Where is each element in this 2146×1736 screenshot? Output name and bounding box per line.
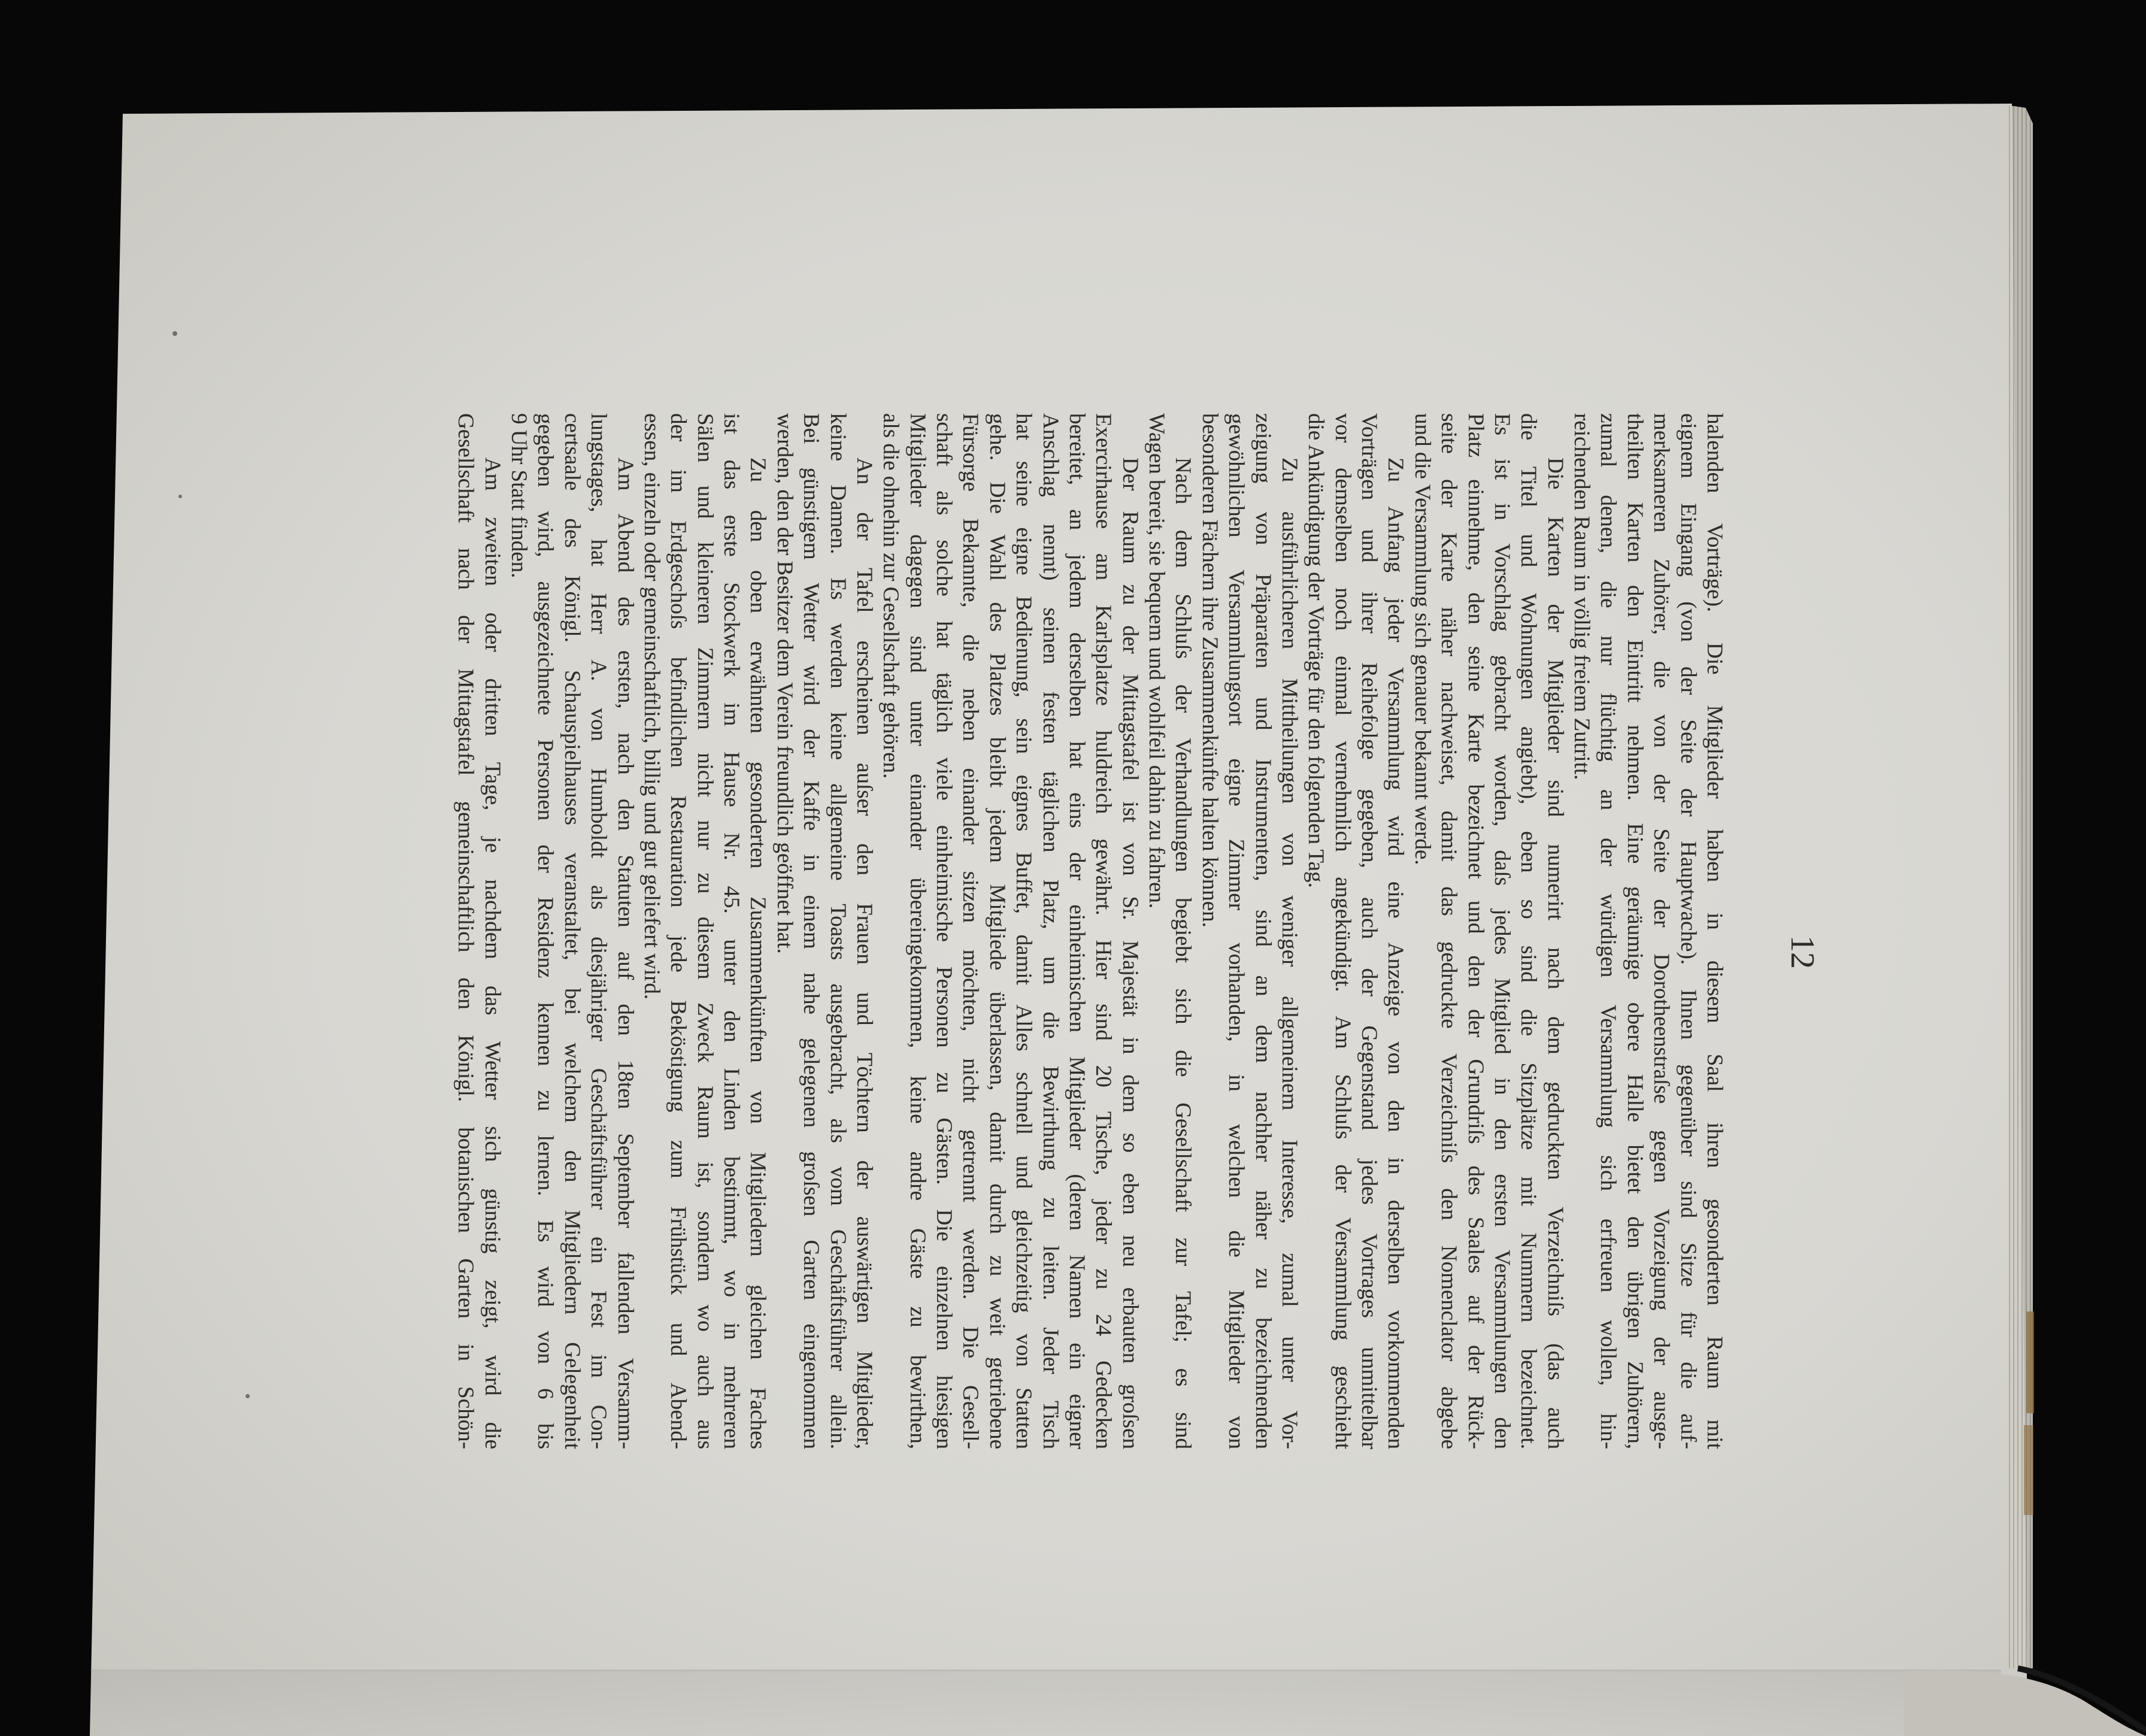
text-line: merksameren Zuhörer, die von der Seite der Dorotheenstraſse gegen Vorzeigung der ausge- <box>1649 413 1674 1449</box>
text-line: eignem Eingang (von der Seite der Hauptwache). Ihnen gegenüber sind Sitze für die auf- <box>1675 413 1701 1449</box>
text-line: halenden Vorträge). Die Mitglieder haben in diesem Saal ihren gesonderten Raum mit <box>1702 413 1727 1449</box>
lower-leaf <box>91 1671 2001 1736</box>
text-line: Vorträgen und ihrer Reihefolge gegeben, auch der Gegenstand jedes Vortrages unmittelbar <box>1357 413 1382 1449</box>
text-line: Nach dem Schluſs der Verhandlungen begiebt sich die Gesellschaft zur Tafel; es sind <box>1171 458 1196 1449</box>
text-line: schaft als solche hat täglich viele einheimische Personen zu Gästen. Die einzelnen hiesigen <box>932 413 957 1449</box>
paragraph <box>1143 413 1196 1449</box>
text-line: und die Versammlung sich genauer bekannt werde. <box>1410 413 1435 865</box>
text-line: Mitglieder dagegen sind unter einander übereingekommen, keine andre Gäste zu bewirthen, <box>905 413 930 1449</box>
paragraph <box>505 413 638 1449</box>
text-line: Platz einnehme, den seine Karte bezeichnet und den der Grundriſs des Saales auf der Rück- <box>1463 413 1488 1449</box>
text-line: die Titel und Wohnungen angiebt), eben so sind die Sitzplätze mit Nummern bezeichnet. <box>1516 413 1541 1449</box>
text-line: theilten Karten den Eintritt nehmen. Eine geräumige obere Halle bietet den übrigen Zuhörern, <box>1622 413 1647 1449</box>
text-line: Fürsorge Bekannte, die neben einander sitzen möchten, nicht getrennt werden. Die Gesell- <box>958 413 983 1449</box>
text-line: essen, einzeln oder gemeinschaftlich, billig und gut geliefert wird. <box>639 413 664 1000</box>
text-line: certsaale des Königl. Schauspielhauses veranstaltet, bei welchem den Mitgliedern Gelegenheit <box>559 413 584 1449</box>
text-line: reichenden Raum in völlig freiem Zutritt. <box>1569 413 1595 780</box>
text-line: hat seine eigne Bedienung, sein eignes Buffet, damit Alles schnell und gleichzeitig von Statten <box>1011 413 1036 1449</box>
text-line: Zu Anfang jeder Versammlung wird eine Anzeige von den in derselben vorkommenden <box>1383 458 1408 1449</box>
text-line: Es ist in Vorschlag gebracht worden, daſs jedes Mitglied in den ersten Versammlungen den <box>1490 413 1514 1449</box>
text-line: zumal denen, die nur flüchtig an der würdigen Versammlung sich erfreuen wollen, hin- <box>1596 413 1621 1449</box>
text-line: keine Damen. Es werden keine allgemeine Toasts ausgebracht, als vom Geschäftsführer allein. <box>825 413 850 1449</box>
paragraph <box>771 413 878 1449</box>
text-line: lungstages, hat Herr A. von Humboldt als diesjähriger Geschäftsführer ein Fest im Con- <box>586 413 611 1449</box>
text-line: der im Erdgeschoſs befindlichen Restauration jede Beköstigung zum Frühstück und Abend- <box>666 413 691 1449</box>
paragraph <box>1196 413 1303 1449</box>
text-line: seite der Karte näher nachweiset, damit das gedruckte Verzeichniſs den Nomenclator abgebe <box>1436 413 1462 1449</box>
page-curl <box>1904 1611 2146 1736</box>
paper-stub <box>2024 1425 2033 1515</box>
text-line: Zu ausführlicheren Mittheilungen von weniger allgemeinem Interesse, zumal unter Vor- <box>1277 458 1302 1449</box>
text-line: Am zweiten oder dritten Tage, je nachdem das Wetter sich günstig zeigt, wird die <box>480 458 505 1449</box>
page-number: 12 <box>1784 935 1821 969</box>
text-line: zeigung von Präparaten und Instrumenten, sind an dem nachher näher zu bezeichnenden <box>1250 413 1275 1449</box>
text-line: gehe. Die Wahl des Platzes bleibt jedem Mitgliede überlassen, damit durch zu weit getriebene <box>984 413 1010 1449</box>
paragraph <box>638 413 771 1449</box>
text-line: die Ankündigung der Vorträge für den folgenden Tag. <box>1304 413 1329 888</box>
text-line: besonderen Fächern ihre Zusammenkünfte halten können. <box>1197 413 1222 928</box>
speck <box>172 331 177 336</box>
text-line: werden, den der Besitzer dem Verein freundlich geöffnet hat. <box>772 413 797 954</box>
text-line: Bei günstigem Wetter wird der Kaffe in einem nahe gelegenen groſsen Garten eingenommen <box>799 413 824 1449</box>
text-line: bereitet, an jedem derselben hat eins der einheimischen Mitglieder (deren Namen ein eigner <box>1065 413 1089 1449</box>
text-line: An der Tafel erscheinen auſser den Frauen und Töchtern der auswärtigen Mitglieder, <box>852 458 877 1449</box>
text-line: Anschlag nennt) seinen festen täglichen Platz, um die Bewirthung zu leiten. Jeder Tisch <box>1038 413 1063 1449</box>
text-line: als die ohnehin zur Gesellschaft gehören. <box>878 413 904 779</box>
text-line: Wagen bereit, sie bequem und wohlfeil dahin zu fahren. <box>1144 413 1169 909</box>
paragraph <box>877 413 1143 1449</box>
text-line: gegeben wird, ausgezeichnete Personen der Residenz kennen zu lernen. Es wird von 6 bis <box>533 413 558 1449</box>
paragraph <box>1409 413 1568 1449</box>
curling-leaf <box>1904 1670 2146 1736</box>
text-line: Zu den oben erwähnten gesonderten Zusammenkünften von Mitgliedern gleichen Faches <box>745 458 771 1449</box>
text-line: ist das erste Stockwerk im Hause Nr. 45. unter den Linden bestimmt, wo in mehreren <box>719 413 744 1449</box>
paragraph <box>452 413 505 1449</box>
text-line: Der Raum zu der Mittagstafel ist von Sr. Majestät in dem so eben neu erbauten groſsen <box>1117 458 1142 1449</box>
text-line: Am Abend des ersten, nach den Statuten auf den 18ten September fallenden Versamm- <box>613 458 638 1449</box>
paragraph <box>1568 413 1727 1449</box>
paragraph <box>1302 413 1409 1449</box>
text-line: Die Karten der Mitglieder sind numerirt nach dem gedruckten Verzeichniſs (das auch <box>1542 458 1568 1449</box>
text-line: Exercirhause am Karlsplatze huldreich gewährt. Hier sind 20 Tische, jeder zu 24 Gedecken <box>1091 413 1116 1449</box>
text-line: 9 Uhr Statt finden. <box>507 413 532 578</box>
speck <box>178 495 182 498</box>
paper-stub <box>2026 1311 2034 1413</box>
text-line: Gesellschaft nach der Mittagstafel gemeinschaftlich den Königl. botanischen Garten in Schön- <box>453 413 478 1449</box>
text-line: gewöhnlichen Versammlungsort eigne Zimmer vorhanden, in welchen die Mitglieder von <box>1224 413 1249 1449</box>
text-line: Sälen und kleineren Zimmern nicht nur zu diesem Zweck Raum ist, sondern wo auch aus <box>692 413 717 1449</box>
body-text <box>452 413 1727 1449</box>
speck <box>245 1394 250 1398</box>
text-line: vor demselben noch einmal vernehmlich angekündigt. Am Schluſs der Versammlung geschieht <box>1330 413 1355 1449</box>
